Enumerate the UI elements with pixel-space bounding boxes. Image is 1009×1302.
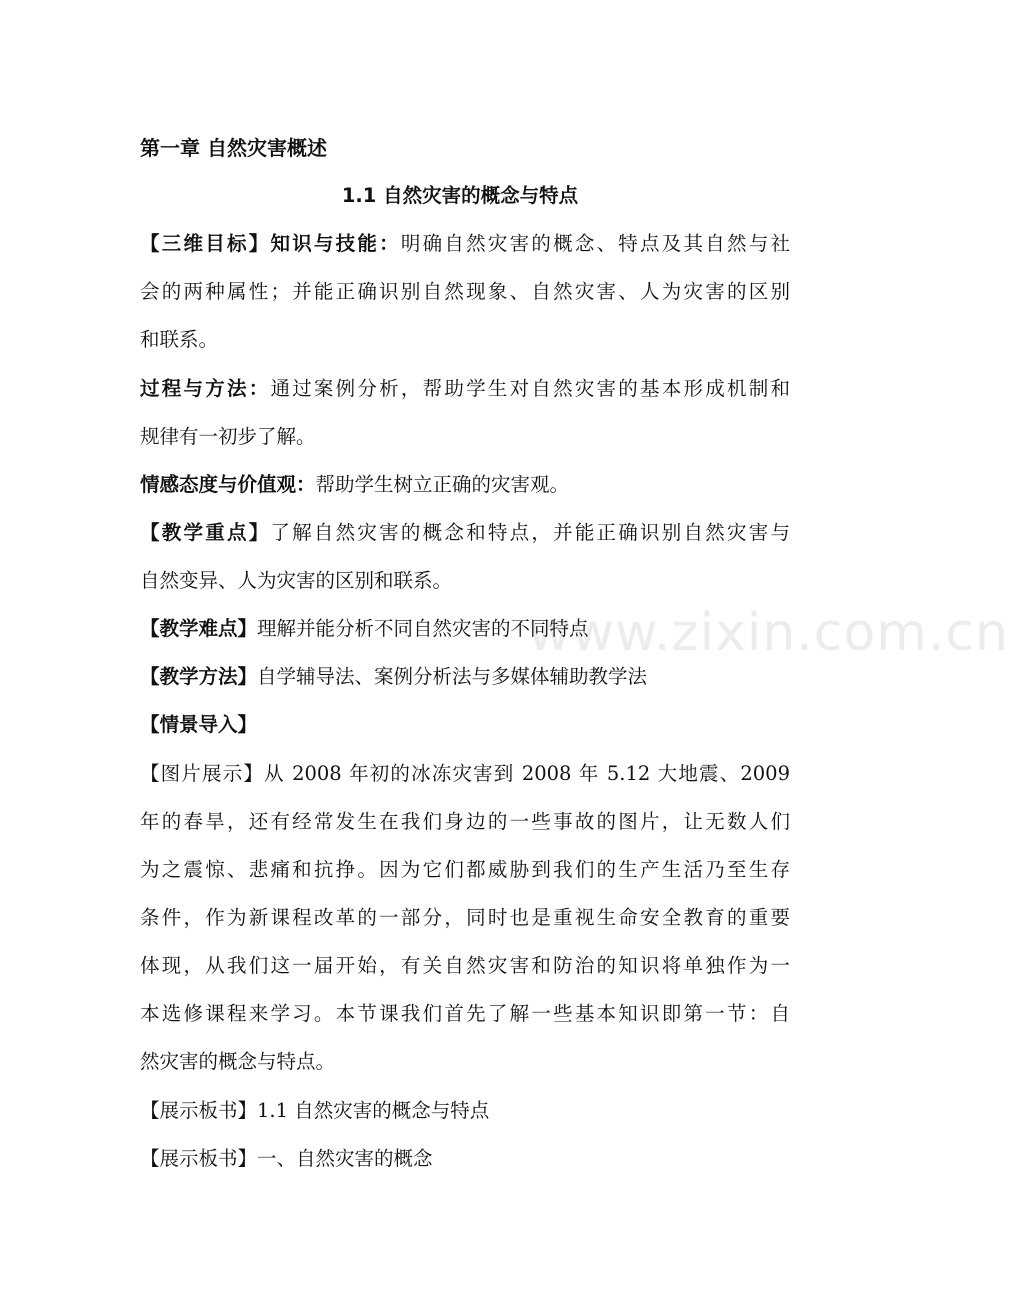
board-line-1 [140,1099,790,1123]
process-text-1: 通过案例分析，帮助学生对自然灾害的基本形成机制和 [270,377,790,400]
board-label-1: 【展示板书】 [140,1099,258,1122]
picture-text-6: 本选修课程来学习。本节课我们首先了解一些基本知识即第一节：自 [140,1002,790,1025]
key-points-label: 【教学重点】 [140,521,271,544]
picture-text-3: 为之震惊、悲痛和抗挣。因为它们都威胁到我们的生产生活乃至生存 [140,858,790,881]
methods-line [140,665,790,689]
board-label-2: 【展示板书】 [140,1147,258,1170]
emotion-label: 情感态度与价值观： [140,473,316,496]
difficulties-label: 【教学难点】 [140,617,258,640]
knowledge-label: 知识与技能： [270,232,401,255]
key-points-line-1 [140,521,790,545]
process-label: 过程与方法： [140,377,271,400]
picture-text-7: 然灾害的概念与特点。 [140,1050,336,1073]
section-title: 1.1 自然灾害的概念与特点 [341,184,579,207]
board-line-2 [140,1147,790,1171]
key-points-text-2: 自然变异、人为灾害的区别和联系。 [140,569,453,592]
watermark: www.zixin.com.cn [528,603,1009,663]
process-line-1 [140,377,790,401]
emotion-line [140,473,790,497]
picture-text-1: 从 2008 年初的冰冻灾害到 2008 年 5.12 大地震、2009 [264,762,790,785]
goals-label: 【三维目标】 [140,232,271,255]
difficulties-line [140,617,790,641]
picture-text-2: 年的春旱，还有经常发生在我们身边的一些事故的图片，让无数人们 [140,810,790,833]
goals-line-1 [140,232,790,256]
emotion-text: 帮助学生树立正确的灾害观。 [315,473,570,496]
methods-text: 自学辅导法、案例分析法与多媒体辅助教学法 [257,665,648,688]
picture-label: 【图片展示】 [140,762,265,785]
picture-text-5: 体现，从我们这一届开始，有关自然灾害和防治的知识将单独作为一 [140,954,790,977]
intro-label: 【情景导入】 [140,713,258,736]
knowledge-text-3: 和联系。 [140,328,219,351]
knowledge-text-2: 会的两种属性；并能正确识别自然现象、自然灾害、人为灾害的区别 [140,280,790,303]
board-text-2: 一、自然灾害的概念 [257,1147,433,1170]
knowledge-text-1: 明确自然灾害的概念、特点及其自然与社 [400,232,790,255]
methods-label: 【教学方法】 [140,665,258,688]
picture-text-4: 条件，作为新课程改革的一部分，同时也是重视生命安全教育的重要 [140,906,790,929]
board-text-1: 1.1 自然灾害的概念与特点 [257,1099,490,1122]
process-text-2: 规律有一初步了解。 [140,425,316,448]
picture-line-1 [140,762,790,786]
chapter-title: 第一章 自然灾害概述 [140,136,327,160]
difficulties-text: 理解并能分析不同自然灾害的不同特点 [257,617,589,640]
key-points-text-1: 了解自然灾害的概念和特点，并能正确识别自然灾害与 [270,521,790,544]
